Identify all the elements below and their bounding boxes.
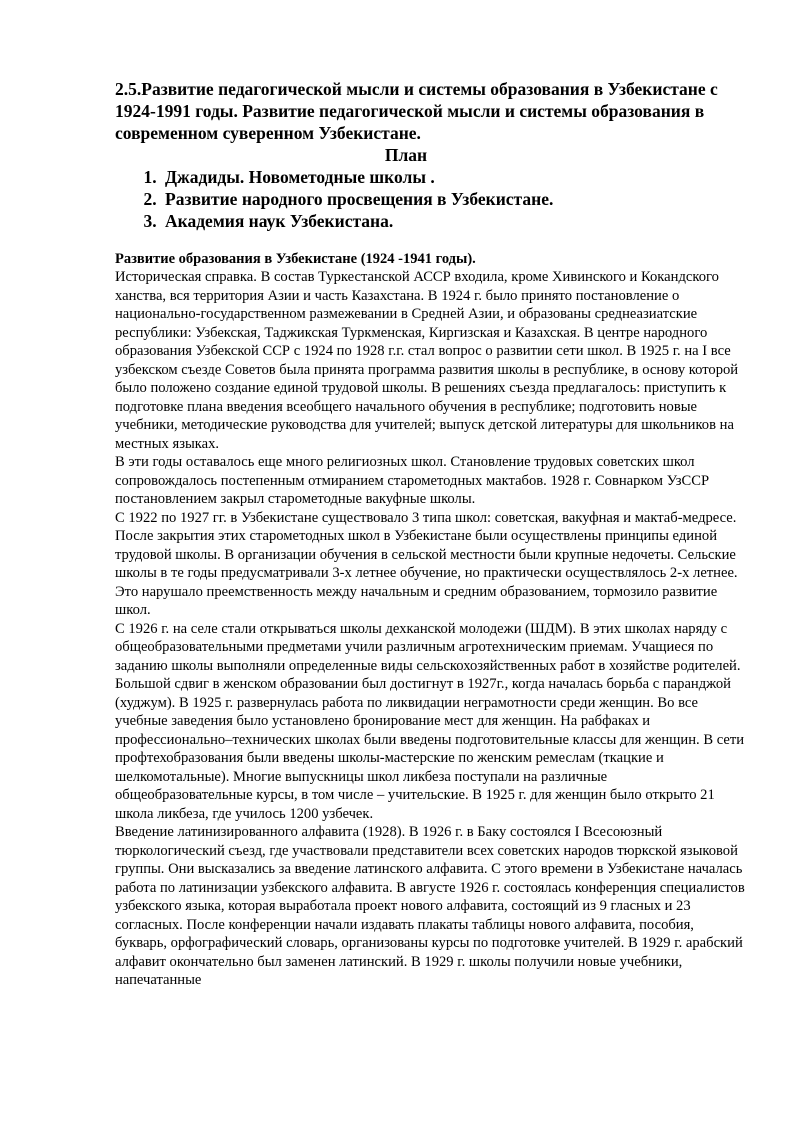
paragraph: Большой сдвиг в женском образовании был достигнут в 1927г., когда началась борьба с паранджой (худжум). В 1925 г. развернулась работа по ликвидации неграмотности среди женщин. Во все учебные заведения было установлено бронирование мест для женщин. На рабфаках и профессионально–технических школах были введены подготовительные классы для женщин. В сети профтехобразования были введены школы-мастерские по женским ремеслам (ткацкие и шелкомотальные). Многие выпускницы школ ликбеза поступали на различные общеобразовательные курсы, в том числе – учительские. В 1925 г. для женщин было открыто 21 школа ликбеза, где училось 1200 узбечек. [115, 676, 745, 822]
document-page [115, 78, 747, 990]
plan-list [115, 166, 747, 232]
paragraph: С 1922 по 1927 гг. в Узбекистане существовало 3 типа школ: советская, вакуфная и мактаб-медресе. После закрытия этих старометодных школ в Узбекистане были осуществлены принципы единой трудовой школы. В организации обучения в сельской местности были крупные недочеты. Сельские школы в те годы предусматривали 3-х летнее обучение, но практически осуществлялось 2-х летнее. Это нарушало преемственность между начальным и средним образованием, тормозило развитие школ. [115, 509, 738, 618]
plan-item: 1. Джадиды. Новометодные школы . [161, 166, 747, 188]
section-heading: Развитие образования в Узбекистане (1924 -1941 годы). [115, 251, 476, 267]
paragraph: Историческая справка. В состав Туркестанской АССР входила, кроме Хивинского и Кокандского ханства, вся территория Азии и часть Казахстана. В 1924 г. было принято постановление о национально-государственном размежевании в Средней Азии, и образованы среднеазиатские республики: Узбекская, Таджикская Туркменская, Киргизская и Казахская. В центре народного образования Узбекской ССР с 1924 по 1928 г.г. стал вопрос о развитии сети школ. В 1925 г. на I все узбекском съезде Советов была принята программа развития школы в республике, в основу которой было положено создание единой трудовой школы. В решениях съезда предлагалось: приступить к подготовке плана введения всеобщего начального обучения в республике; подготовить новые учебники, методические руководства для учителей; выпуск детской литературы для школьников на местных языках. [115, 269, 739, 452]
plan-item: 2. Развитие народного просвещения в Узбекистане. [161, 188, 747, 210]
paragraph: Введение латинизированного алфавита (1928). В 1926 г. в Баку состоялся I Всесоюзный тюркологический съезд, где участвовали представители всех советских народов тюркской языковой группы. Они высказались за введение латинского алфавита. С этого времени в Узбекистане началась работа по латинизации узбекского алфавита. В августе 1926 г. состоялась конференция специалистов узбекского языка, которая выработала проект нового алфавита, состоящий из 9 гласных и 23 согласных. После конференции начали издавать плакаты таблицы нового алфавита, пособия, букварь, орфографический словарь, организованы курсы по подготовке учителей. В 1929 г. арабский алфавит окончательно был заменен латинский. В 1929 г. школы получили новые учебники, напечатанные [115, 824, 745, 988]
plan-item: 3. Академия наук Узбекистана. [161, 210, 747, 232]
document-title: 2.5.Развитие педагогической мысли и системы образования в Узбекистане с 1924-1991 годы. Развитие педагогической мысли и системы образования в современном суверенном Узбекистане. [115, 79, 718, 143]
paragraph: С 1926 г. на селе стали открываться школы дехканской молодежи (ШДМ). В этих школах наряду с общеобразовательными предметами учили различным агротехническим приемам. Учащиеся по заданию школы выполняли определенные виды сельскохозяйственных работ в хозяйстве родителей. [115, 620, 741, 674]
plan-label: План [384, 145, 428, 165]
paragraph: В эти годы оставалось еще много религиозных школ. Становление трудовых советских школ сопровождалось постепенным отмиранием старометодных мактабов. 1928 г. Совнарком УзССР постановлением закрыл старометодные вакуфные школы. [115, 454, 710, 507]
